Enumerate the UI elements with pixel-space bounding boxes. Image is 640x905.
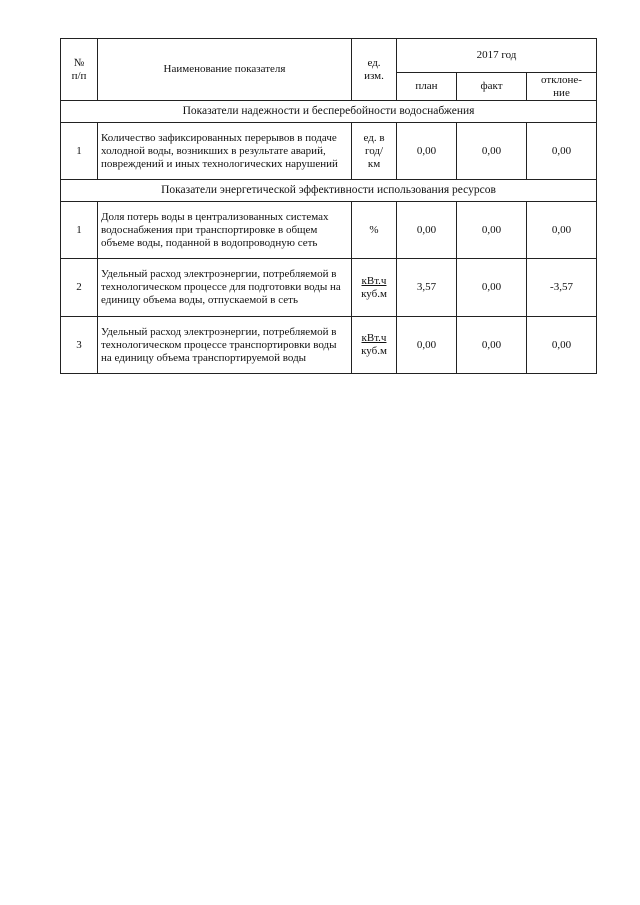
row-deviation: 0,00 — [527, 123, 597, 180]
header-fact: факт — [457, 73, 527, 101]
header-deviation: отклоне- ние — [527, 73, 597, 101]
unit-numerator: кВт.ч — [361, 274, 387, 287]
unit-denominator: куб.м — [361, 345, 387, 357]
row-plan: 0,00 — [397, 317, 457, 374]
row-unit — [352, 259, 397, 317]
header-row-top — [61, 39, 597, 73]
row-number: 2 — [61, 259, 98, 317]
header-plan: план — [397, 73, 457, 101]
row-unit — [352, 317, 397, 374]
header-year: 2017 год — [397, 39, 597, 73]
row-plan: 0,00 — [397, 123, 457, 180]
row-plan: 0,00 — [397, 202, 457, 259]
indicators-table — [60, 38, 597, 374]
row-deviation: 0,00 — [527, 317, 597, 374]
row-fact: 0,00 — [457, 259, 527, 317]
section-title-energy: Показатели энергетической эффективности использования ресурсов — [61, 180, 597, 202]
row-deviation: 0,00 — [527, 202, 597, 259]
header-number: № п/п — [61, 39, 98, 101]
row-fact: 0,00 — [457, 202, 527, 259]
header-indicator-name: Наименование показателя — [98, 39, 352, 101]
row-number: 1 — [61, 202, 98, 259]
row-fact: 0,00 — [457, 317, 527, 374]
header-unit: ед. изм. — [352, 39, 397, 101]
section-title-reliability: Показатели надежности и бесперебойности водоснабжения — [61, 101, 597, 123]
row-indicator-name: Удельный расход электроэнергии, потребляемой в технологическом процессе транспортировки воды на единицу объема транспортируемой воды — [98, 317, 352, 374]
table-row — [61, 123, 597, 180]
row-unit: % — [352, 202, 397, 259]
row-number: 3 — [61, 317, 98, 374]
table-row — [61, 317, 597, 374]
table-row — [61, 202, 597, 259]
unit-denominator: куб.м — [361, 287, 387, 300]
row-unit: ед. в год/ км — [352, 123, 397, 180]
table-row — [61, 259, 597, 317]
row-indicator-name: Количество зафиксированных перерывов в подаче холодной воды, возникших в результате аварий, повреждений и иных технологических нарушений — [98, 123, 352, 180]
unit-numerator: кВт.ч — [361, 332, 387, 344]
section-row — [61, 180, 597, 202]
row-indicator-name: Удельный расход электроэнергии, потребляемой в технологическом процессе для подготовки воды на единицу объема воды, отпускаемой в сеть — [98, 259, 352, 317]
row-plan: 3,57 — [397, 259, 457, 317]
section-row — [61, 101, 597, 123]
row-indicator-name: Доля потерь воды в централизованных системах водоснабжения при транспортировке в общем объеме воды, поданной в водопроводную сеть — [98, 202, 352, 259]
row-deviation: -3,57 — [527, 259, 597, 317]
row-number: 1 — [61, 123, 98, 180]
row-fact: 0,00 — [457, 123, 527, 180]
